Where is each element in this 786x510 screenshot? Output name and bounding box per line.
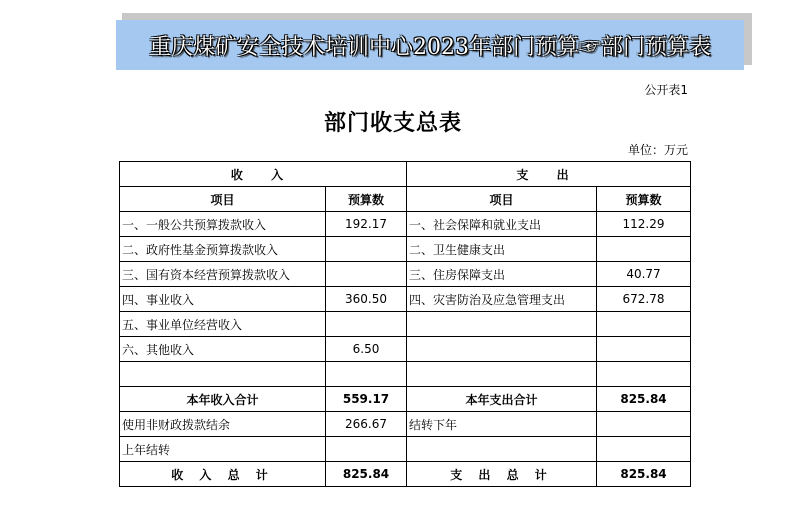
income-item: 六、其他收入 xyxy=(120,337,326,362)
expense-item xyxy=(407,337,597,362)
table-row xyxy=(120,237,691,262)
form-code: 公开表1 xyxy=(644,83,688,97)
expense-subtotal-label: 本年支出合计 xyxy=(407,387,597,412)
expense-item: 二、卫生健康支出 xyxy=(407,237,597,262)
income-item: 四、事业收入 xyxy=(120,287,326,312)
table-row xyxy=(120,212,691,237)
table-row xyxy=(120,362,691,387)
column-header-row xyxy=(120,187,691,212)
table-row xyxy=(120,287,691,312)
income-amount xyxy=(326,237,407,262)
expense-amount: 112.29 xyxy=(597,212,691,237)
expense-amount xyxy=(597,437,691,462)
income-amount xyxy=(326,437,407,462)
expense-amount-header: 预算数 xyxy=(597,187,691,212)
table-row xyxy=(120,437,691,462)
income-subtotal-amount: 559.17 xyxy=(326,387,407,412)
table-row xyxy=(120,262,691,287)
expense-total-amount: 825.84 xyxy=(597,462,691,487)
table-row xyxy=(120,312,691,337)
income-item: 五、事业单位经营收入 xyxy=(120,312,326,337)
expense-total-label: 支 出 总 计 xyxy=(407,462,597,487)
expense-item xyxy=(407,437,597,462)
banner-title: 重庆煤矿安全技术培训中心2023年部门预算☞部门预算表 xyxy=(149,34,711,60)
income-item xyxy=(120,362,326,387)
income-amount: 266.67 xyxy=(326,412,407,437)
expense-item: 三、住房保障支出 xyxy=(407,262,597,287)
expense-subtotal-amount: 825.84 xyxy=(597,387,691,412)
table-row xyxy=(120,412,691,437)
title-banner xyxy=(116,20,744,70)
budget-table xyxy=(119,161,691,487)
expense-amount xyxy=(597,337,691,362)
income-amount: 6.50 xyxy=(326,337,407,362)
income-amount xyxy=(326,362,407,387)
expense-item: 四、灾害防治及应急管理支出 xyxy=(407,287,597,312)
total-row xyxy=(120,462,691,487)
income-item: 二、政府性基金预算拨款收入 xyxy=(120,237,326,262)
expense-amount xyxy=(597,237,691,262)
income-item: 一、一般公共预算拨款收入 xyxy=(120,212,326,237)
income-total-label: 收 入 总 计 xyxy=(120,462,326,487)
income-total-amount: 825.84 xyxy=(326,462,407,487)
income-item: 上年结转 xyxy=(120,437,326,462)
income-item: 使用非财政拨款结余 xyxy=(120,412,326,437)
expense-header: 支 出 xyxy=(407,162,691,187)
section-header-row xyxy=(120,162,691,187)
table-row xyxy=(120,337,691,362)
expense-item: 一、社会保障和就业支出 xyxy=(407,212,597,237)
income-subtotal-label: 本年收入合计 xyxy=(120,387,326,412)
income-amount xyxy=(326,312,407,337)
expense-amount: 40.77 xyxy=(597,262,691,287)
expense-amount xyxy=(597,362,691,387)
unit-label: 单位：万元 xyxy=(627,143,688,157)
expense-item-header: 项目 xyxy=(407,187,597,212)
expense-item: 结转下年 xyxy=(407,412,597,437)
income-amount-header: 预算数 xyxy=(326,187,407,212)
expense-amount xyxy=(597,412,691,437)
income-item: 三、国有资本经营预算拨款收入 xyxy=(120,262,326,287)
expense-item xyxy=(407,362,597,387)
expense-amount: 672.78 xyxy=(597,287,691,312)
income-amount: 360.50 xyxy=(326,287,407,312)
expense-item xyxy=(407,312,597,337)
subtotal-row xyxy=(120,387,691,412)
income-header: 收 入 xyxy=(120,162,407,187)
page-title: 部门收支总表 xyxy=(323,111,462,136)
expense-amount xyxy=(597,312,691,337)
income-item-header: 项目 xyxy=(120,187,326,212)
income-amount xyxy=(326,262,407,287)
income-amount: 192.17 xyxy=(326,212,407,237)
